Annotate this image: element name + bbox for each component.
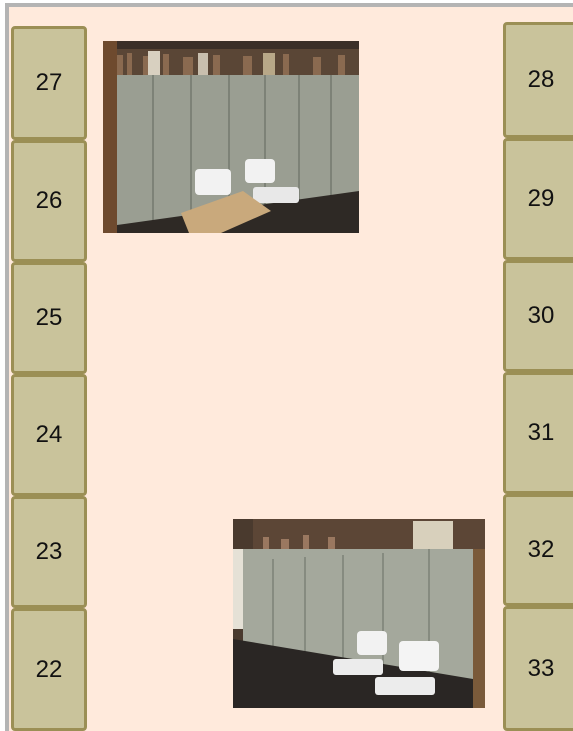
- slot-26[interactable]: [11, 140, 87, 262]
- slot-23[interactable]: [11, 496, 87, 608]
- slot-number: 26: [35, 187, 63, 214]
- slot-number: 25: [35, 304, 63, 331]
- storage-room-photo-2[interactable]: [233, 519, 485, 708]
- slot-number: 24: [35, 421, 63, 448]
- slot-29[interactable]: [503, 138, 573, 260]
- slot-32[interactable]: [503, 494, 573, 606]
- slot-number: 22: [35, 655, 63, 683]
- slot-31[interactable]: [503, 372, 573, 494]
- slot-number: 28: [527, 66, 555, 93]
- photo-icon: [233, 519, 485, 708]
- slot-22[interactable]: [11, 608, 87, 731]
- slot-number: 30: [527, 302, 555, 329]
- slot-number: 33: [527, 654, 555, 682]
- slot-25[interactable]: [11, 262, 87, 374]
- slot-24[interactable]: [11, 374, 87, 496]
- slot-number: 32: [527, 536, 555, 563]
- photo-icon: [103, 41, 359, 233]
- storage-room-photo-1[interactable]: [103, 41, 359, 233]
- slot-number: 27: [35, 69, 63, 96]
- slot-number: 31: [527, 419, 555, 446]
- slot-number: 29: [527, 185, 555, 212]
- slot-30[interactable]: [503, 260, 573, 372]
- slot-number: 23: [35, 538, 63, 565]
- slot-28[interactable]: [503, 22, 573, 138]
- slot-27[interactable]: [11, 26, 87, 140]
- slot-33[interactable]: [503, 606, 573, 731]
